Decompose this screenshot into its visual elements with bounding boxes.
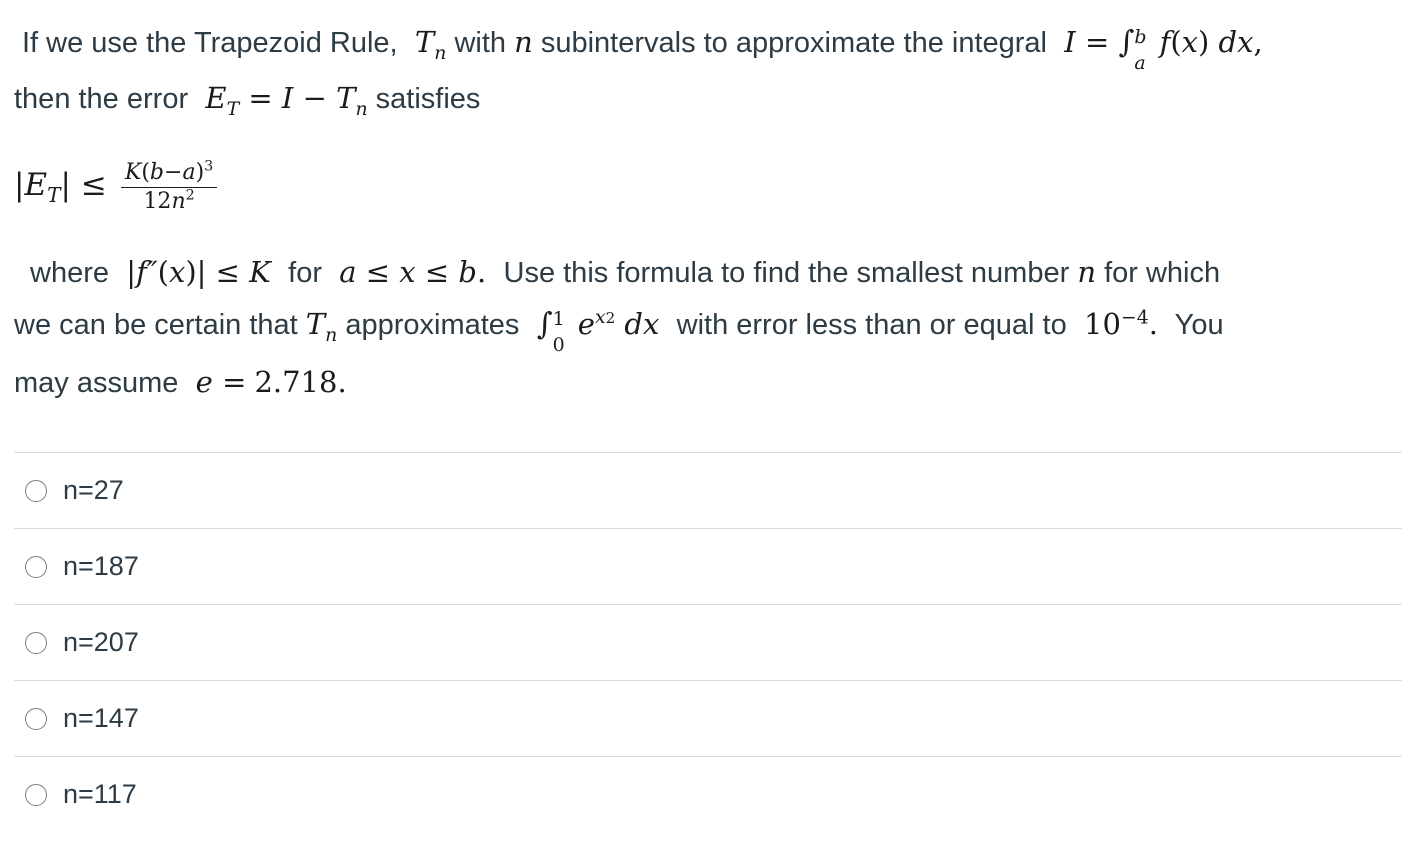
with-text: with: [454, 27, 507, 59]
math-tolerance: $10^{-4}$.: [1074, 307, 1168, 341]
radio-button[interactable]: [25, 784, 47, 806]
for-which-text: for which: [1104, 257, 1221, 289]
radio-button[interactable]: [25, 556, 47, 578]
satisfies-text: satisfies: [375, 83, 481, 115]
math-error-definition: $E_T = I - T_n$: [196, 81, 368, 120]
option-label: n=117: [63, 779, 137, 809]
math-Tn: $T_n$: [405, 25, 447, 64]
question-line-6: [14, 362, 347, 403]
radio-button[interactable]: [25, 708, 47, 730]
e-value: 2.718: [254, 365, 338, 399]
question-line-1: [22, 22, 1263, 74]
approximates-text: approximates: [345, 309, 520, 341]
radio-button[interactable]: [25, 480, 47, 502]
error-text: then the error: [14, 83, 189, 115]
math-target-integral: ∫ 1 0 $e^{x2}$ dx: [536, 307, 669, 356]
math-abs-error: $|E_T|$ ≤: [14, 167, 107, 208]
math-fraction: $\frac{K(b-a)^3}{12n^2}$: [121, 159, 217, 216]
option-label: n=27: [63, 475, 124, 505]
option-label: n=187: [63, 551, 139, 581]
math-integral-definition: I = ∫ b a f(x) dx,: [1055, 25, 1263, 74]
intro-text: If we use the Trapezoid Rule,: [22, 27, 398, 59]
question-line-4: [30, 252, 1220, 293]
error-bound-text: with error less than or equal to: [676, 309, 1067, 341]
period: .: [337, 365, 347, 399]
for-text: for: [288, 257, 322, 289]
answer-option[interactable]: [14, 756, 1402, 832]
math-second-derivative-bound: |f″(x)| ≤ K: [126, 255, 281, 289]
math-n: n: [514, 25, 533, 59]
answer-option[interactable]: [14, 528, 1402, 604]
math-n-2: n: [1077, 255, 1096, 289]
error-bound-formula: [14, 150, 217, 221]
question-line-5: [14, 304, 1224, 356]
math-interval: a ≤ x ≤ b.: [330, 255, 487, 289]
use-formula-text: Use this formula to find the smallest number: [503, 257, 1070, 289]
math-e: e =: [186, 365, 247, 399]
where-text: where: [30, 257, 109, 289]
math-Tn-2: $T_n$: [305, 307, 338, 346]
answer-option[interactable]: [14, 680, 1402, 756]
radio-button[interactable]: [25, 632, 47, 654]
subintervals-text: subintervals to approximate the integral: [540, 27, 1047, 59]
answer-options: [14, 452, 1402, 832]
may-assume-text: may assume: [14, 367, 179, 399]
answer-option[interactable]: [14, 604, 1402, 680]
question-line-2: [14, 78, 480, 119]
certain-text: we can be certain that: [14, 309, 298, 341]
tolerance-exponent: −4: [1120, 307, 1149, 329]
option-label: n=207: [63, 627, 139, 657]
option-label: n=147: [63, 703, 139, 733]
answer-option[interactable]: [14, 452, 1402, 528]
you-text: You: [1174, 309, 1224, 341]
